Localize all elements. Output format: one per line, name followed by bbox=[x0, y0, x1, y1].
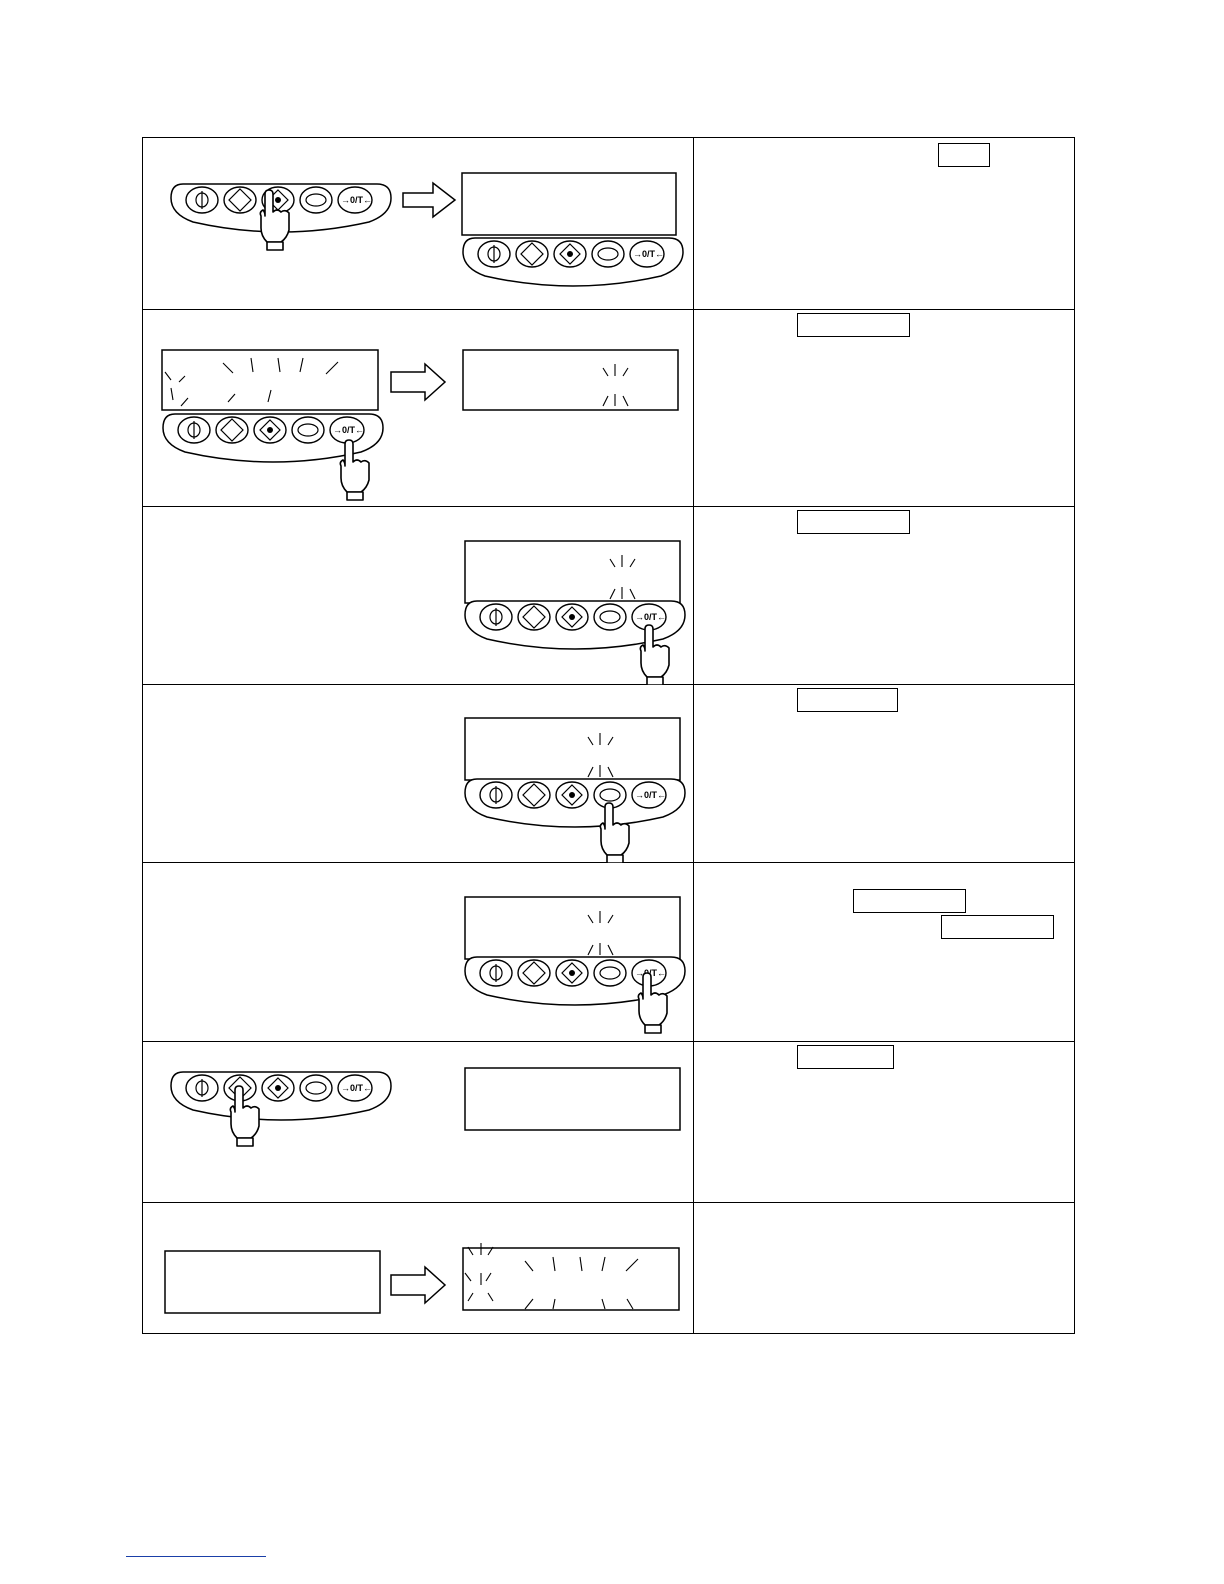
step-7-figure bbox=[143, 1203, 693, 1334]
step-note-cell bbox=[694, 310, 1075, 507]
step-note-cell bbox=[694, 863, 1075, 1042]
keypad-illustration bbox=[465, 779, 685, 827]
lcd-display bbox=[165, 1251, 380, 1313]
procedure-table bbox=[142, 137, 1075, 1334]
step-note-cell bbox=[694, 138, 1075, 310]
step-note-cell bbox=[694, 1042, 1075, 1203]
svg-text:→0/T←: →0/T← bbox=[341, 1083, 373, 1093]
lcd-display bbox=[463, 350, 678, 410]
lcd-display bbox=[465, 897, 680, 959]
display-label-box bbox=[941, 915, 1054, 939]
next-arrow-icon bbox=[391, 1267, 445, 1303]
svg-text:→0/T←: →0/T← bbox=[635, 790, 667, 800]
step-6-figure bbox=[143, 1042, 693, 1203]
step-figure-cell bbox=[143, 138, 694, 310]
display-label-box bbox=[797, 688, 898, 712]
step-3-figure bbox=[143, 507, 693, 685]
step-figure-cell bbox=[143, 1042, 694, 1203]
step-figure-cell bbox=[143, 1203, 694, 1334]
step-row-1 bbox=[143, 138, 1075, 310]
lcd-display bbox=[465, 1068, 680, 1130]
keypad-illustration bbox=[171, 1072, 391, 1120]
svg-text:→0/T←: →0/T← bbox=[635, 612, 667, 622]
svg-text:→0/T←: →0/T← bbox=[635, 968, 667, 978]
step-5-figure bbox=[143, 863, 693, 1042]
step-row-2 bbox=[143, 310, 1075, 507]
step-figure-cell bbox=[143, 685, 694, 863]
keypad-illustration bbox=[463, 238, 683, 286]
step-figure-cell bbox=[143, 507, 694, 685]
step-note-cell bbox=[694, 685, 1075, 863]
display-label-box bbox=[853, 889, 966, 913]
footnote-rule bbox=[126, 1556, 266, 1557]
lcd-display bbox=[463, 1248, 679, 1310]
display-label-box bbox=[797, 313, 910, 337]
step-note-cell bbox=[694, 507, 1075, 685]
step-row-4 bbox=[143, 685, 1075, 863]
step-2-figure bbox=[143, 310, 693, 507]
step-row-3 bbox=[143, 507, 1075, 685]
step-4-figure bbox=[143, 685, 693, 863]
step-row-6 bbox=[143, 1042, 1075, 1203]
next-arrow-icon bbox=[403, 183, 455, 217]
display-label-box bbox=[797, 1045, 894, 1069]
svg-text:→0/T←: →0/T← bbox=[333, 425, 365, 435]
zero-tare-key-label: →0/T← bbox=[341, 195, 373, 205]
lcd-display bbox=[162, 350, 378, 410]
step-row-7 bbox=[143, 1203, 1075, 1334]
display-label-box bbox=[797, 510, 910, 534]
next-arrow-icon bbox=[391, 364, 445, 400]
step-1-figure bbox=[143, 138, 693, 310]
step-figure-cell bbox=[143, 863, 694, 1042]
display-label-box bbox=[938, 143, 990, 167]
lcd-display bbox=[465, 541, 680, 603]
lcd-display bbox=[462, 173, 676, 235]
step-figure-cell bbox=[143, 310, 694, 507]
svg-text:→0/T←: →0/T← bbox=[633, 249, 665, 259]
step-note-cell bbox=[694, 1203, 1075, 1334]
step-row-5 bbox=[143, 863, 1075, 1042]
lcd-display bbox=[465, 718, 680, 780]
